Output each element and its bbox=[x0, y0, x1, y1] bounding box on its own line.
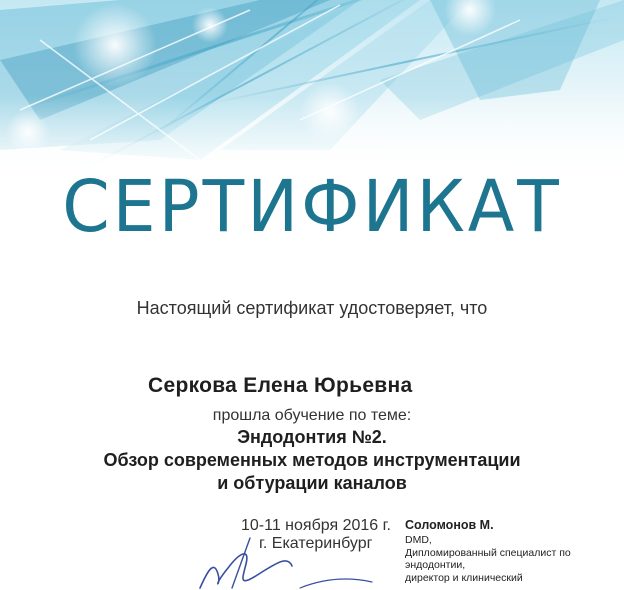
course-topic bbox=[0, 426, 624, 495]
certificate-lead-text: Настоящий сертификат удостоверяет, что bbox=[136, 298, 488, 318]
certificate-title: СЕРТИФИКАТ bbox=[62, 166, 562, 249]
course-topic-line: Эндодонтия №2. bbox=[237, 427, 387, 447]
course-topic-line: Обзор современных методов инструментации bbox=[103, 450, 521, 470]
signer-name: Соломонов М. bbox=[405, 518, 494, 532]
course-topic-line: и обтурации каналов bbox=[217, 473, 407, 493]
signer-credential-line: DMD, bbox=[405, 534, 432, 546]
header-banner bbox=[0, 0, 624, 175]
signature bbox=[180, 530, 380, 590]
signer-credentials bbox=[405, 534, 571, 584]
course-date: 10-11 ноября 2016 г. bbox=[241, 517, 391, 534]
recipient-name: Серкова Елена Юрьевна bbox=[148, 374, 413, 397]
signer-credential-line: Дипломированный специалист по bbox=[405, 546, 571, 559]
signer-credential-line: директор и клинический bbox=[405, 571, 523, 584]
studied-text: прошла обучение по теме: bbox=[212, 407, 412, 424]
course-city: г. Екатеринбург bbox=[259, 535, 373, 552]
signer-credential-line: эндодонтии, bbox=[405, 559, 466, 571]
